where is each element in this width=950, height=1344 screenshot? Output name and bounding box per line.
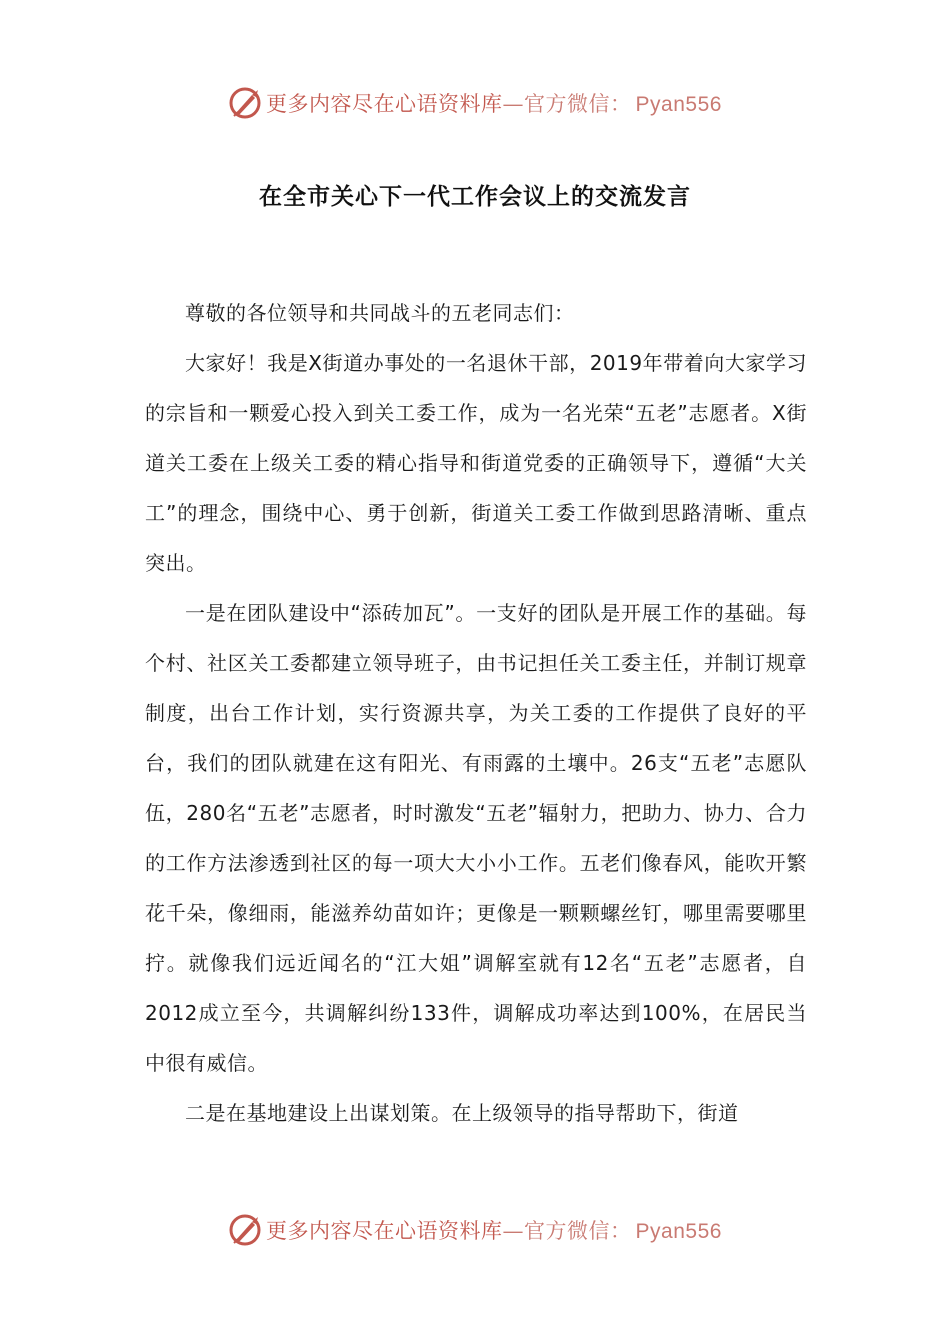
body-paragraph: 一是在团队建设中“添砖加瓦”。一支好的团队是开展工作的基础。每个村、社区关工委都建立领导班子，由书记担任关工委主任，并制订规章制度，出台工作计划，实行资源共享，为关工委的工作提供了良好的平台，我们的团队就建在这有阳光、有雨露的土壤中。26支“五老”志愿队伍，280名“五老”志愿者，时时激发“五老”辐射力，把助力、协力、合力的工作方法渗透到社区的每一项大大小小工作。五老们像春风，能吹开繁花千朵，像细雨，能滋养幼苗如许；更像是一颗颗螺丝钉，哪里需要哪里拧。就像我们远近闻名的“江大姐”调解室就有12名“五老”志愿者，自2012成立至今，共调解纠纷133件，调解成功率达到100%，在居民当中很有威信。 xyxy=(145,601,807,1075)
banner-wechat-id: Pyan556 xyxy=(635,1220,722,1243)
salutation-paragraph: 尊敬的各位领导和共同战斗的五老同志们： xyxy=(185,301,575,325)
banner-separator: — xyxy=(502,92,525,116)
footer-banner xyxy=(0,1210,950,1250)
banner-main-text: 更多内容尽在心语资料库 xyxy=(266,1219,503,1243)
document-body xyxy=(145,288,807,1138)
document-title: 在全市关心下一代工作会议上的交流发言 xyxy=(259,184,691,210)
banner-wechat-label: 官方微信： xyxy=(524,92,632,116)
banner-main-text: 更多内容尽在心语资料库 xyxy=(266,92,503,116)
body-paragraph: 大家好！我是X街道办事处的一名退休干部，2019年带着向大家学习的宗旨和一颗爱心投入到关工委工作，成为一名光荣“五老”志愿者。X街道关工委在上级关工委的精心指导和街道党委的正确领导下，遵循“大关工”的理念，围绕中心、勇于创新，街道关工委工作做到思路清晰、重点突出。 xyxy=(145,351,807,575)
body-paragraph: 二是在基地建设上出谋划策。在上级领导的指导帮助下，街道 xyxy=(185,1101,739,1125)
banner-wechat-label: 官方微信： xyxy=(524,1219,632,1243)
banner-separator: — xyxy=(502,1219,525,1243)
quill-logo-icon xyxy=(228,1213,262,1247)
header-banner xyxy=(0,83,950,123)
quill-logo-icon xyxy=(228,86,262,120)
banner-wechat-id: Pyan556 xyxy=(635,93,722,116)
